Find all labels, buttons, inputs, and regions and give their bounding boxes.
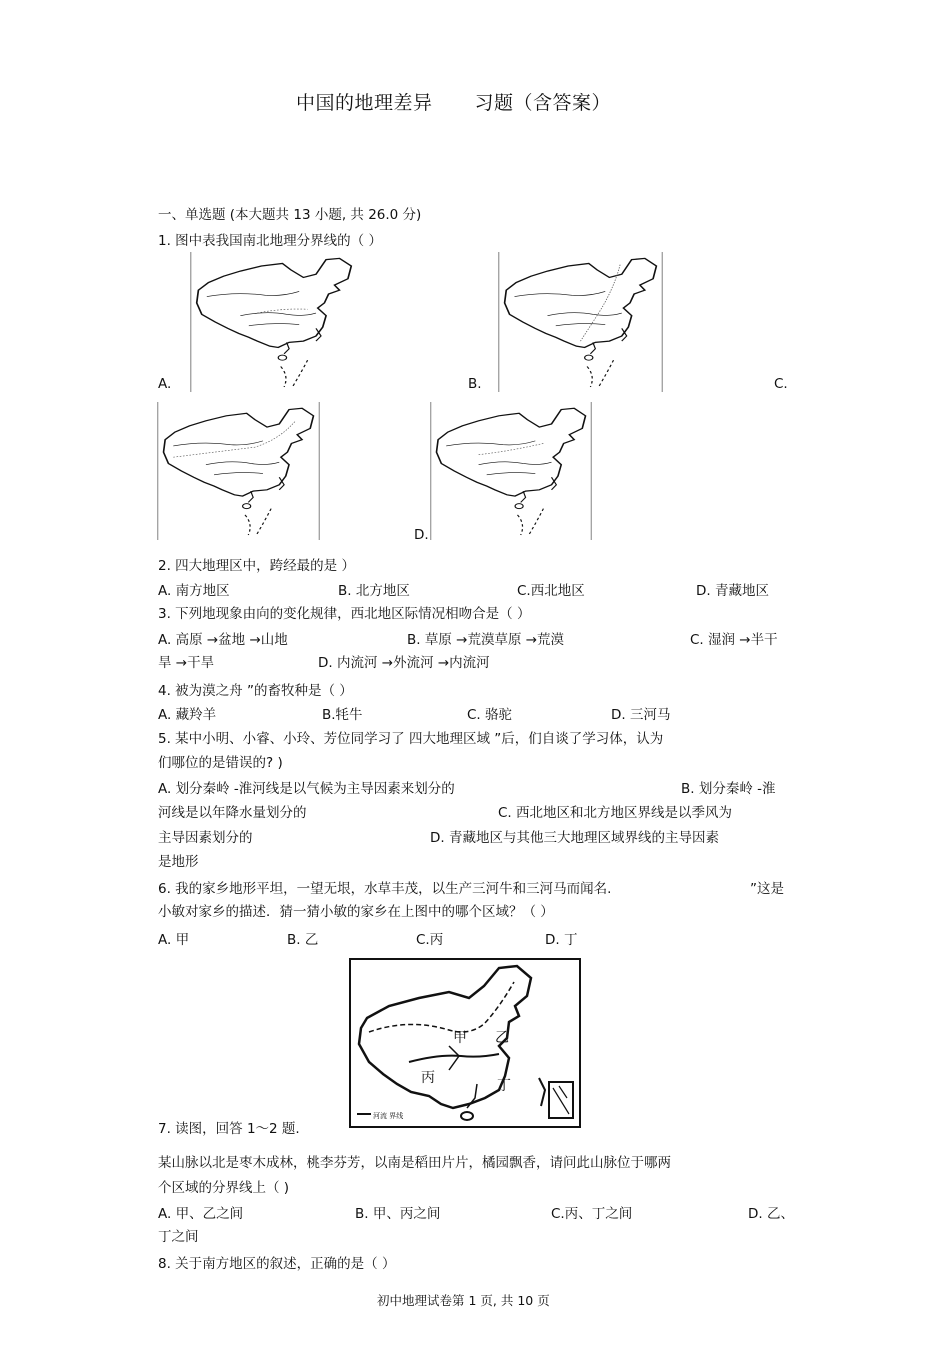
q4-option-b: B.牦牛 [322,707,363,723]
q5-option-c-cont: 主导因素划分的 [158,830,253,846]
q1-option-a-label: A. [158,376,172,392]
q3-option-d: D. 内流河 →外流河 →内流河 [318,655,490,671]
q1-option-b-label: B. [468,376,482,392]
q7-option-d-cont: 丁之间 [158,1229,199,1245]
q6-option-d: D. 丁 [545,932,578,948]
q6-option-a: A. 甲 [158,932,190,948]
q1-option-d-label: D. [414,527,429,543]
q8-stem: 8. 关于南方地区的叙述，正确的是（ ） [158,1256,396,1272]
region-label-ding: 丁 [497,1078,511,1094]
q4-stem: 4. 被为漠之舟 ”的畜牧种是（ ） [158,683,353,699]
map-option-b [498,252,663,392]
regions-map [349,958,581,1128]
q3-option-c: C. 湿润 →半干 [690,632,778,648]
region-label-yi: 乙 [495,1030,509,1046]
q3-option-b: B. 草原 →荒漠草原 →荒漠 [407,632,565,648]
q7-option-a: A. 甲、乙之间 [158,1206,244,1222]
q6-stem-line2: 小敏对家乡的描述．猜一猜小敏的家乡在上图中的哪个区域？（ ） [158,904,554,920]
q2-option-a: A. 南方地区 [158,583,230,599]
q2-option-b: B. 北方地区 [338,583,410,599]
q5-option-c: C. 西北地区和北方地区界线是以季风为 [498,805,733,821]
region-label-jia: 甲 [453,1030,467,1046]
q5-option-d-cont: 是地形 [158,854,199,870]
q7-para-line1: 某山脉以北是枣木成林，桃李芬芳，以南是稻田片片，橘园飘香，请问此山脉位于哪两 [158,1155,671,1171]
q7-stem: 7. 读图，回答 1～2 题. [158,1121,300,1137]
region-label-bing: 丙 [421,1070,435,1086]
q5-stem-line2: 们哪位的是错误的? ) [158,755,283,771]
q5-option-d: D. 青藏地区与其他三大地理区域界线的主导因素 [430,830,719,846]
map-option-c [157,402,320,540]
section-heading: 一、单选题 (本大题共 13 小题, 共 26.0 分) [158,207,422,223]
q2-option-c: C.西北地区 [517,583,585,599]
q1-option-c-label: C. [774,376,788,392]
q4-option-d: D. 三河马 [611,707,671,723]
q4-option-c: C. 骆驼 [467,707,513,723]
q5-option-b-cont: 河线是以年降水量划分的 [158,805,307,821]
q6-option-b: B. 乙 [287,932,319,948]
q4-option-a: A. 藏羚羊 [158,707,217,723]
page-footer: 初中地理试卷第 1 页, 共 10 页 [377,1293,550,1308]
map-option-a [190,252,358,392]
map-option-d [430,402,592,540]
q7-para-line2: 个区域的分界线上（ ) [158,1180,290,1196]
q5-option-b: B. 划分秦岭 -淮 [681,781,776,797]
page-title: 中国的地理差异 习题（含答案） [296,92,612,114]
q6-stem-line1-end: ”这是 [750,881,784,897]
q3-option-a: A. 高原 →盆地 →山地 [158,632,288,648]
q1-stem: 1. 图中表我国南北地理分界线的（ ） [158,233,382,249]
q3-option-c-cont: 旱 →干旱 [158,655,215,671]
q6-stem-line1: 6. 我的家乡地形平坦，一望无垠，水草丰茂，以生产三河牛和三河马而闻名. [158,881,612,897]
q2-option-d: D. 青藏地区 [696,583,769,599]
q5-stem-line1: 5. 某中小明、小睿、小玲、芳位同学习了 四大地理区域 ”后，们自谈了学习体，认为 [158,731,664,747]
map-legend: 河流 界线 [373,1112,404,1120]
q5-option-a: A. 划分秦岭 -淮河线是以气候为主导因素来划分的 [158,781,455,797]
q2-stem: 2. 四大地理区中，跨经最的是 ） [158,558,355,574]
q6-option-c: C.丙 [416,932,444,948]
q7-option-d: D. 乙、 [748,1206,794,1222]
q3-stem: 3. 下列地现象由向的变化规律，西北地区际情况相吻合是（ ） [158,606,531,622]
q7-option-b: B. 甲、丙之间 [355,1206,441,1222]
q7-option-c: C.丙、丁之间 [551,1206,633,1222]
